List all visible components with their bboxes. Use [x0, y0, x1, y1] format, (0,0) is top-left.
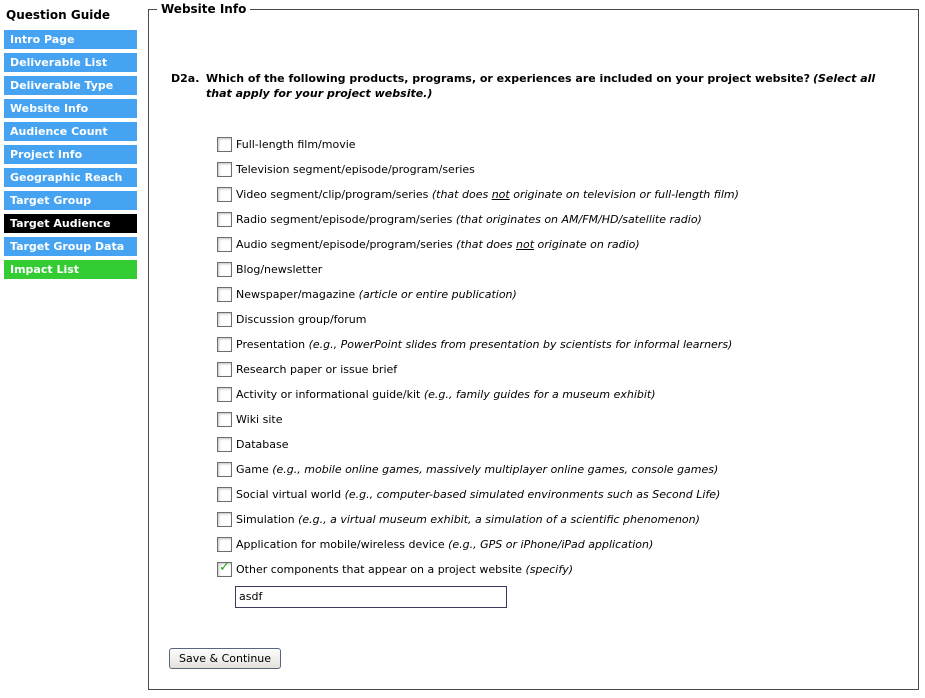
checkbox-label — [236, 463, 718, 476]
fieldset-legend: Website Info — [161, 2, 247, 16]
checkbox[interactable] — [217, 487, 232, 502]
checkbox-label — [236, 538, 653, 551]
checkbox-label-text: Television segment/episode/program/series — [236, 163, 475, 176]
checkbox-label — [236, 388, 656, 401]
checkbox-label-italic: (specify) — [525, 563, 574, 576]
checkbox-label-text: Blog/newsletter — [236, 263, 323, 276]
checkbox[interactable] — [217, 362, 232, 377]
checkbox[interactable] — [217, 387, 232, 402]
sidebar-item-label: Intro Page — [10, 33, 75, 46]
checkbox[interactable] — [217, 137, 232, 152]
sidebar-item-impact-list[interactable] — [4, 260, 137, 279]
checkbox-row — [217, 482, 739, 507]
checkbox-label-italic: (that does not originate on television or full-length film) — [431, 188, 739, 201]
checkmark-icon: ✓ — [219, 560, 230, 575]
checkbox-label-text: Game — [236, 463, 273, 476]
checkbox-row — [217, 507, 739, 532]
checkbox-label-text: Presentation — [236, 338, 309, 351]
sidebar-item-target-audience[interactable] — [4, 214, 137, 233]
checkbox-label-text: Activity or informational guide/kit — [236, 388, 424, 401]
question-text — [206, 71, 896, 101]
checkbox-label-italic: (e.g., family guides for a museum exhibit) — [423, 388, 656, 401]
checkbox-row — [217, 557, 739, 582]
website-info-fieldset — [148, 2, 919, 690]
save-continue-button[interactable]: Save & Continue — [169, 648, 281, 669]
checkbox-label-text: Wiki site — [236, 413, 283, 426]
checkbox-label — [236, 313, 366, 326]
checkbox-row — [217, 232, 739, 257]
question-text-main: Which of the following products, programs, or experiences are included on your project website? — [206, 72, 810, 85]
checkbox[interactable] — [217, 187, 232, 202]
other-input-row — [235, 585, 507, 608]
checkbox-row — [217, 182, 739, 207]
checkbox-label — [236, 338, 732, 351]
checkbox-label-text: Discussion group/forum — [236, 313, 367, 326]
checkbox-label-text: Social virtual world — [236, 488, 345, 501]
checkbox-label-text: Application for mobile/wireless device — [236, 538, 449, 551]
checkbox-label — [236, 488, 720, 501]
checkbox-label — [236, 213, 702, 226]
sidebar-item-label: Impact List — [10, 263, 80, 276]
checkbox-label-italic: (e.g., a virtual museum exhibit, a simulation of a scientific phenomenon) — [298, 513, 700, 526]
checkbox-row — [217, 407, 739, 432]
checkbox[interactable] — [217, 337, 232, 352]
checkbox-label-text: Full-length film/movie — [236, 138, 356, 151]
checkbox[interactable] — [217, 537, 232, 552]
checkbox-row — [217, 532, 739, 557]
sidebar-item-intro-page[interactable] — [4, 30, 137, 49]
sidebar-item-target-group[interactable] — [4, 191, 137, 210]
checkbox[interactable] — [217, 237, 232, 252]
checkbox-label-italic: (article or entire publication) — [358, 288, 517, 301]
checkbox-list — [217, 132, 739, 582]
checkbox-label — [236, 263, 322, 276]
sidebar-item-project-info[interactable] — [4, 145, 137, 164]
other-specify-input[interactable] — [235, 586, 507, 608]
checkbox-label — [236, 138, 356, 151]
checkbox-row — [217, 382, 739, 407]
checkbox[interactable] — [217, 512, 232, 527]
sidebar-item-label: Project Info — [10, 148, 83, 161]
checkbox-row — [217, 332, 739, 357]
checkbox-row — [217, 307, 739, 332]
sidebar-item-label: Audience Count — [10, 125, 108, 138]
checkbox-label-text: Database — [236, 438, 289, 451]
sidebar-items — [4, 30, 137, 279]
checkbox[interactable] — [217, 287, 232, 302]
checkbox-label-text: Other components that appear on a project website — [236, 563, 526, 576]
checkbox-row — [217, 257, 739, 282]
checkbox-label — [236, 288, 517, 301]
sidebar-title: Question Guide — [6, 8, 111, 22]
checkbox-label — [236, 563, 573, 576]
checkbox-label-text: Newspaper/magazine — [236, 288, 359, 301]
sidebar-item-label: Deliverable List — [10, 56, 108, 69]
checkbox-label — [236, 188, 739, 201]
sidebar-item-label: Target Group Data — [10, 240, 125, 253]
sidebar-item-label: Target Audience — [10, 217, 111, 230]
checkbox-label — [236, 363, 397, 376]
sidebar-item-deliverable-type[interactable] — [4, 76, 137, 95]
checkbox-row — [217, 157, 739, 182]
checkbox-label-italic: (e.g., mobile online games, massively multiplayer online games, console games) — [272, 463, 719, 476]
checkbox-label-italic: (that originates on AM/FM/HD/satellite radio) — [455, 213, 702, 226]
checkbox-row — [217, 357, 739, 382]
checkbox-row — [217, 132, 739, 157]
checkbox-label-italic: (e.g., PowerPoint slides from presentation by scientists for informal learners) — [308, 338, 733, 351]
checkbox-label-text: Video segment/clip/program/series — [236, 188, 432, 201]
checkbox-row — [217, 432, 739, 457]
checkbox-label — [236, 238, 640, 251]
sidebar-item-target-group-data[interactable] — [4, 237, 137, 256]
question-guide-sidebar — [4, 8, 137, 283]
sidebar-item-audience-count[interactable] — [4, 122, 137, 141]
checkbox-label-italic: (e.g., GPS or iPhone/iPad application) — [448, 538, 654, 551]
sidebar-item-website-info[interactable] — [4, 99, 137, 118]
checkbox[interactable] — [217, 562, 232, 577]
checkbox[interactable] — [217, 462, 232, 477]
checkbox-row — [217, 282, 739, 307]
sidebar-item-label: Website Info — [10, 102, 89, 115]
checkbox-label — [236, 438, 289, 451]
checkbox-label-italic: (e.g., computer-based simulated environments such as Second Life) — [344, 488, 721, 501]
checkbox[interactable] — [217, 412, 232, 427]
checkbox[interactable] — [217, 162, 232, 177]
checkbox-label — [236, 413, 282, 426]
question-number: D2a. — [171, 72, 200, 85]
sidebar-item-label: Geographic Reach — [10, 171, 123, 184]
checkbox[interactable] — [217, 437, 232, 452]
question-note: (Select all that apply for your project website.) — [206, 72, 876, 100]
checkbox-row — [217, 457, 739, 482]
checkbox-label-text: Radio segment/episode/program/series — [236, 213, 456, 226]
checkbox-label-italic: (that does not originate on radio) — [456, 238, 640, 251]
sidebar-item-deliverable-list[interactable] — [4, 53, 137, 72]
checkbox-label-text: Research paper or issue brief — [236, 363, 398, 376]
checkbox-label — [236, 163, 475, 176]
sidebar-item-label: Target Group — [10, 194, 92, 207]
checkbox[interactable] — [217, 262, 232, 277]
sidebar-item-geographic-reach[interactable] — [4, 168, 137, 187]
checkbox-label — [236, 513, 700, 526]
checkbox[interactable] — [217, 212, 232, 227]
sidebar-item-label: Deliverable Type — [10, 79, 114, 92]
checkbox[interactable] — [217, 312, 232, 327]
checkbox-row — [217, 207, 739, 232]
checkbox-label-text: Audio segment/episode/program/series — [236, 238, 457, 251]
checkbox-label-text: Simulation — [236, 513, 299, 526]
question — [171, 71, 896, 101]
